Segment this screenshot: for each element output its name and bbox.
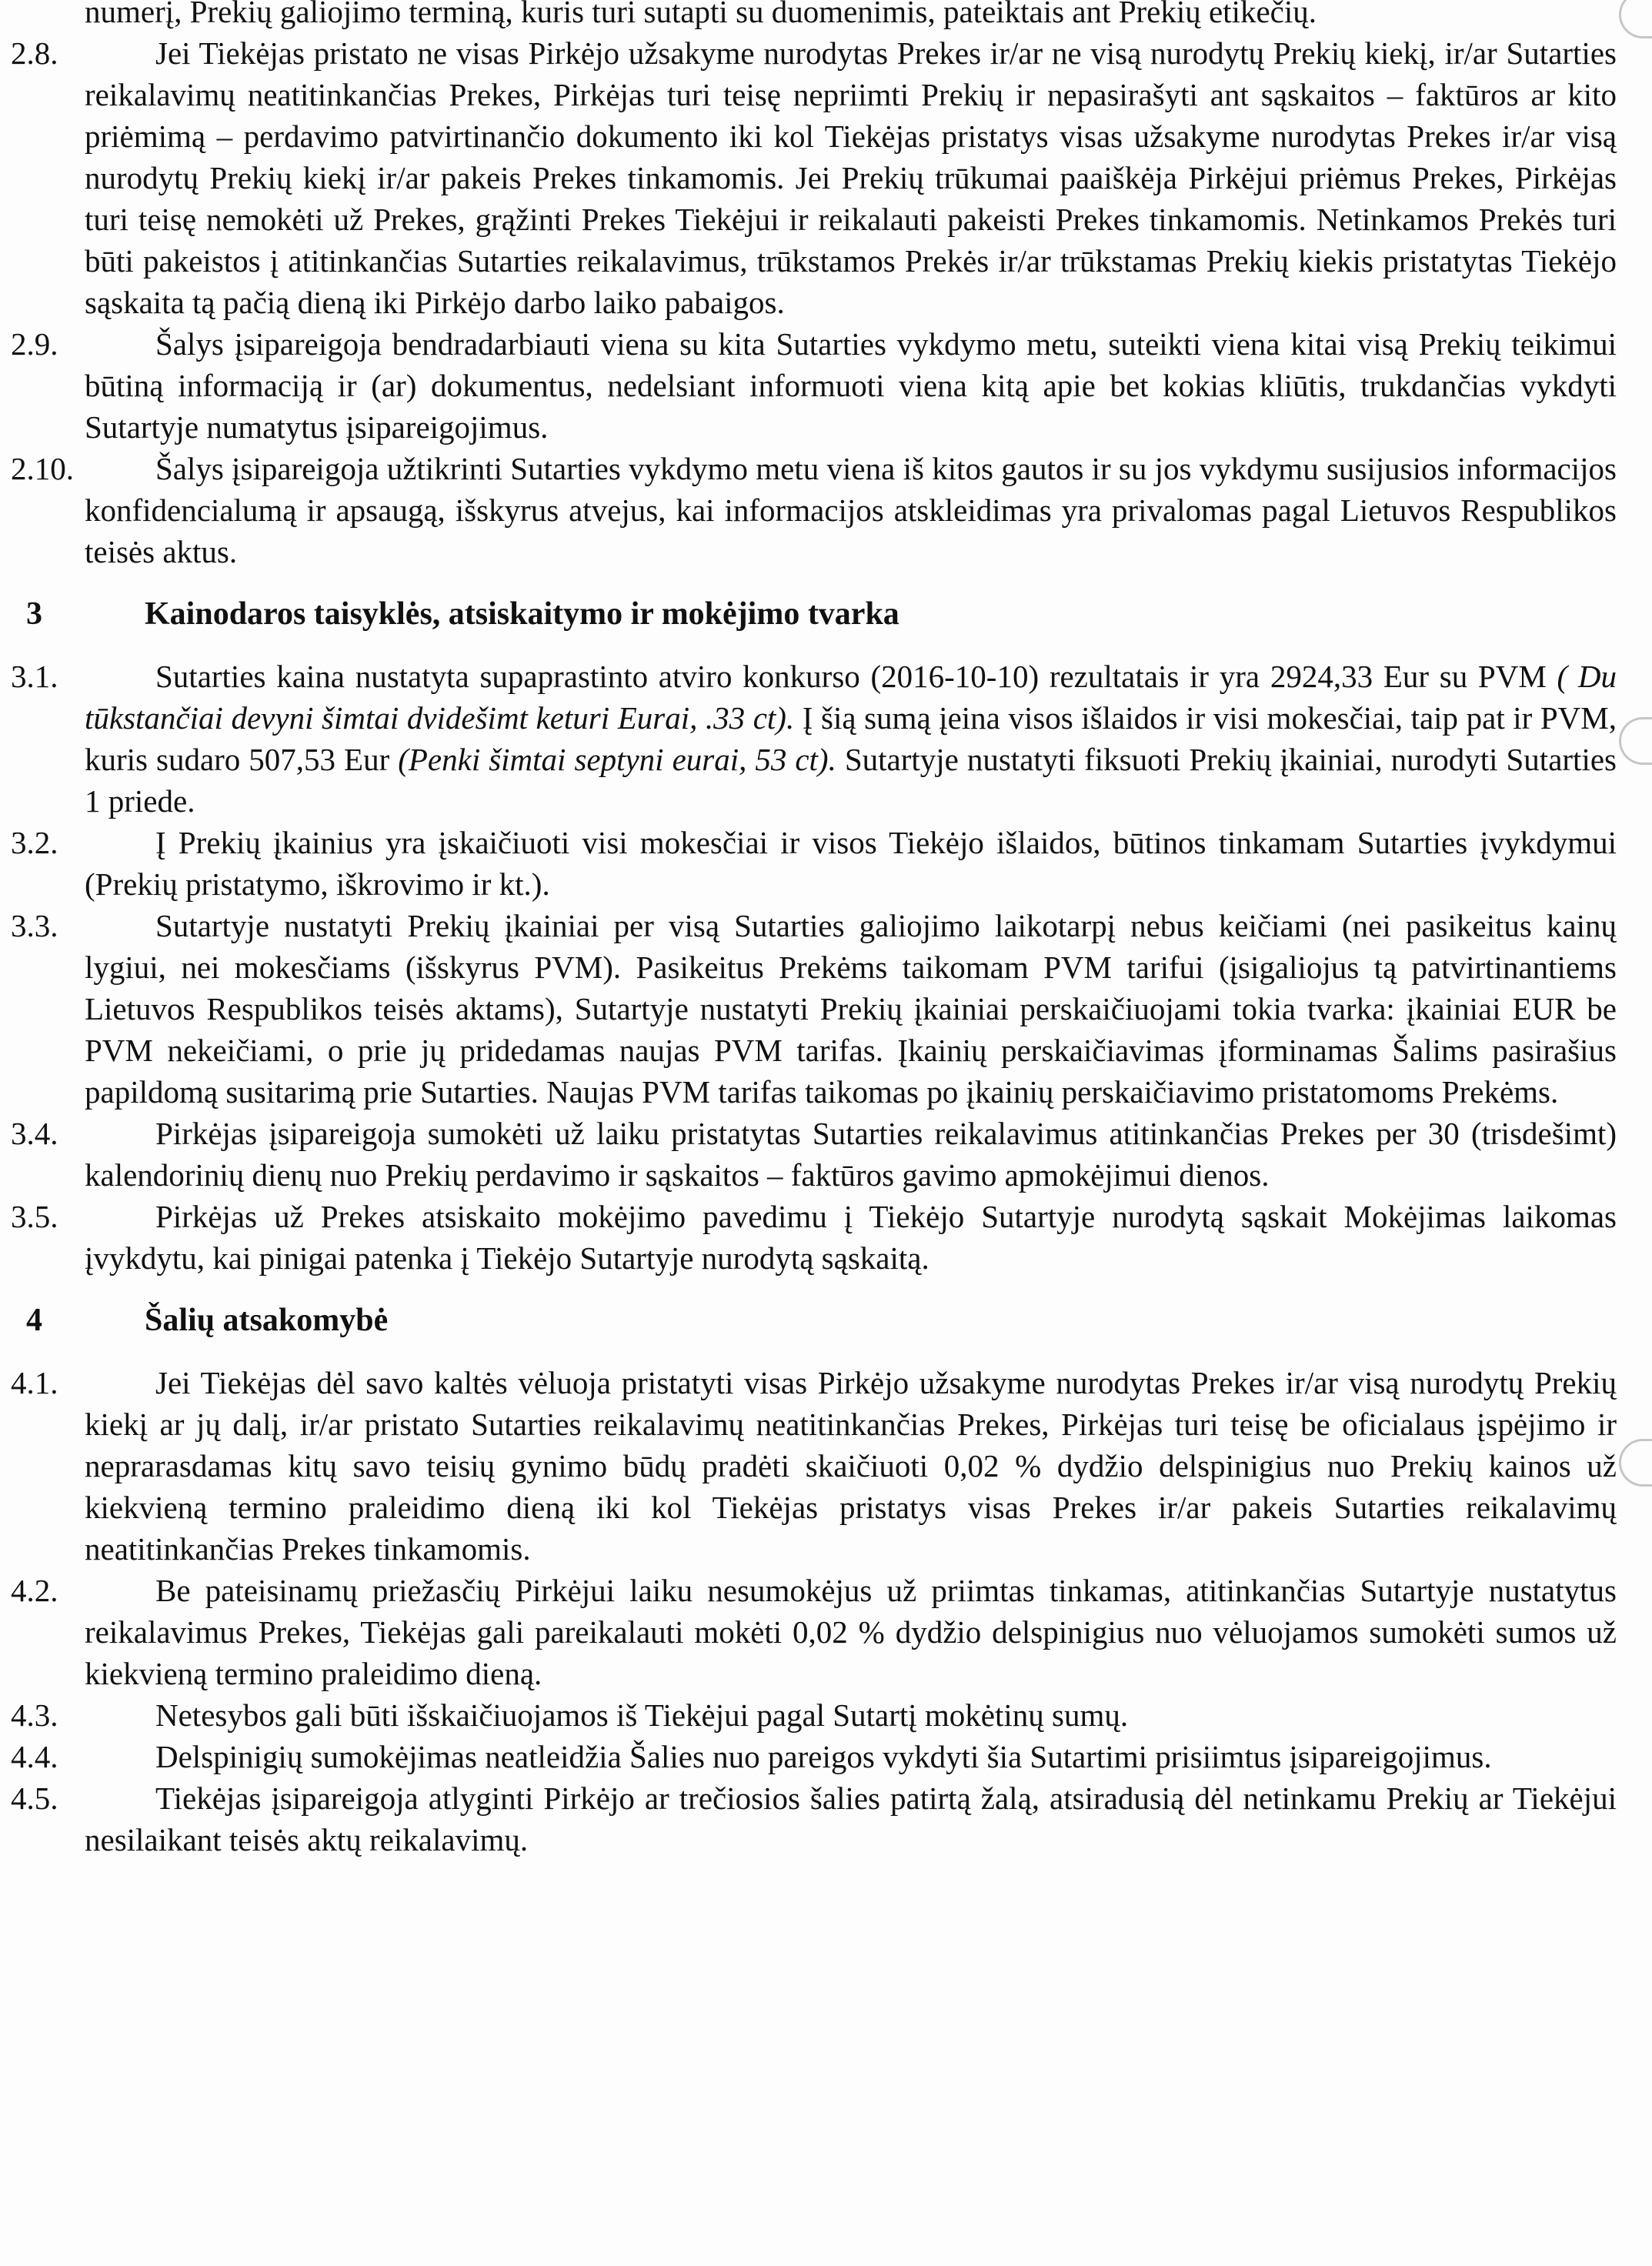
section-title: Kainodaros taisyklės, atsiskaitymo ir mokėjimo tvarka — [145, 596, 899, 632]
clause-number: 4.1. — [11, 1365, 58, 1400]
section-number: 3 — [26, 596, 42, 632]
clause-text-part: Sutartyje nustatyti fiksuoti Prekių įkainiai, nurodyti Sutarties 1 priede. — [85, 742, 1617, 819]
section-title: Šalių atsakomybė — [145, 1303, 389, 1338]
clause-text: Netesybos gali būti išskaičiuojamos iš Tiekėjui pagal Sutartį mokėtinų sumų. — [155, 1697, 1129, 1733]
clause-text: Jei Tiekėjas dėl savo kaltės vėluoja pristatyti visas Pirkėjo užsakyme nurodytas Prekes ir/ar visą nurodytų Prekių kiekį ar jų dalį, ir/ar pristato Sutarties reikalavimų neatitinkančias Prekes, Pirkėjas turi teisę be oficialaus įspėjimo ir neprarasdamas kitų savo teisių gynimo būdų pradėti skaičiuoti 0,02 % dydžio delspinigius nuo Prekių kainos už kiekvieną termino praleidimo dieną iki kol Tiekėjas pristatys visas Prekes ir/ar pakeis Sutarties reikalavimų neatitinkančias Prekes tinkamomis. — [85, 1365, 1617, 1567]
clause-text: Pirkėjas įsipareigoja sumokėti už laiku pristatytas Sutarties reikalavimus atitinkančias Prekes per 30 (trisdešimt) kalendorinių dienų nuo Prekių perdavimo ir sąskaitos – faktūros gavimo apmokėjimui dienos. — [85, 1116, 1617, 1193]
clause-number: 2.10. — [11, 451, 74, 486]
clause-3-5 — [11, 1196, 1617, 1279]
clause-number: 3.5. — [11, 1199, 58, 1234]
vat-in-words: (Penki šimtai septyni eurai, 53 ct). — [398, 742, 836, 777]
section-3-heading — [26, 592, 1617, 636]
clause-4-3 — [11, 1694, 1617, 1736]
clause-3-4 — [11, 1113, 1617, 1196]
clause-2-8 — [11, 32, 1617, 323]
clause-3-1 — [11, 656, 1617, 822]
clause-text: Delspinigių sumokėjimas neatleidžia Šalies nuo pareigos vykdyti šia Sutartimi prisiimtus įsipareigojimus. — [155, 1739, 1492, 1774]
clause-2-10 — [11, 448, 1617, 572]
section-number: 4 — [26, 1303, 42, 1338]
clause-number: 2.9. — [11, 326, 58, 362]
clause-2-9 — [11, 323, 1617, 448]
clause-text: Sutartyje nustatyti Prekių įkainiai per visą Sutarties galiojimo laikotarpį nebus keičiami (nei pasikeitus kainų lygiui, nei mokesčiams (išskyrus PVM). Pasikeitus Prekėms taikomam PVM tarifui (įsigaliojus tą patvirtinantiems Lietuvos Respublikos teisės aktams), Sutartyje nustatyti Prekių įkainiai perskaičiuojami tokia tvarka: įkainiai EUR be PVM nekeičiami, o prie jų pridedamas naujas PVM tarifas. Įkainių perskaičiavimas įforminamas Šalims pasirašius papildomą susitarimą prie Sutarties. Naujas PVM tarifas taikomas po įkainių perskaičiavimo pristatomoms Prekėms. — [85, 908, 1617, 1110]
clause-number: 3.3. — [11, 908, 58, 943]
clause-3-2 — [11, 822, 1617, 905]
clause-text: Į Prekių įkainius yra įskaičiuoti visi mokesčiai ir visos Tiekėjo išlaidos, būtinos tinkamam Sutarties įvykdymui (Prekių pristatymo, iškrovimo ir kt.). — [85, 825, 1617, 902]
section-4-heading — [26, 1299, 1617, 1342]
clause-3-3 — [11, 905, 1617, 1113]
clause-text: Jei Tiekėjas pristato ne visas Pirkėjo užsakyme nurodytas Prekes ir/ar ne visą nurodytų Prekių kiekį, ir/ar Sutarties reikalavimų neatitinkančias Prekes, Pirkėjas turi teisę nepriimti Prekių ir nepasirašyti ant sąskaitos – faktūros ar kito priėmimą – perdavimo patvirtinančio dokumento iki kol Tiekėjas pristatys visas užsakyme nurodytas Prekes ir/ar visą nurodytų Prekių kiekį ir/ar pakeis Prekes tinkamomis. Jei Prekių trūkumai paaiškėja Pirkėjui priėmus Prekes, Pirkėjas turi teisę nemokėti už Prekes, grąžinti Prekes Tiekėjui ir reikalauti pakeisti Prekes tinkamomis. Netinkamos Prekės turi būti pakeistos į atitinkančias Sutarties reikalavimus, trūkstamos Prekės ir/ar trūkstamas Prekių kiekis pristatytas Tiekėjo sąskaita tą pačią dieną iki Pirkėjo darbo laiko pabaigos. — [85, 35, 1617, 320]
clause-4-1 — [11, 1362, 1617, 1570]
clause-text: Pirkėjas už Prekes atsiskaito mokėjimo pavedimu į Tiekėjo Sutartyje nurodytą sąskait Mokėjimas laikomas įvykdytu, kai pinigai patenka į Tiekėjo Sutartyje nurodytą sąskaitą. — [85, 1199, 1617, 1276]
binder-hole-mark — [1619, 1439, 1652, 1487]
clause-number: 4.3. — [11, 1697, 58, 1733]
binder-hole-mark — [1619, 717, 1652, 765]
clause-number: 3.2. — [11, 825, 58, 860]
clause-text: Tiekėjas įsipareigoja atlyginti Pirkėjo ar trečiosios šalies patirtą žalą, atsiradusią dėl netinkamu Prekių ar Tiekėjui nesilaikant teisės aktų reikalavimų. — [85, 1780, 1617, 1857]
clause-text — [85, 656, 1617, 822]
clause-number: 3.1. — [11, 659, 58, 694]
clause-text: Šalys įsipareigoja bendradarbiauti viena su kita Sutarties vykdymo metu, suteikti viena kitai visą Prekių teikimui būtiną informaciją ir (ar) dokumentus, nedelsiant informuoti viena kitą apie bet kokias kliūtis, trukdančias vykdyti Sutartyje numatytus įsipareigojimus. — [85, 326, 1617, 445]
clause-number: 4.2. — [11, 1573, 58, 1608]
clause-number: 4.5. — [11, 1780, 58, 1816]
clause-number: 2.8. — [11, 35, 58, 71]
clause-text: Šalys įsipareigoja užtikrinti Sutarties vykdymo metu viena iš kitos gautos ir su jos vykdymu susijusios informacijos konfidencialumą ir apsaugą, išskyrus atvejus, kai informacijos atskleidimas yra privalomas pagal Lietuvos Respublikos teisės aktus. — [85, 451, 1617, 569]
clause-text-part: Sutarties kaina nustatyta supaprastinto atviro konkurso (2016-10-10) rezultatais ir yra 2924,33 Eur su PVM — [155, 659, 1557, 694]
amount-in-words: ( Du tūkstančiai devyni šimtai dvidešimt keturi Eurai, .33 ct). — [85, 659, 1617, 736]
clause-text: Be pateisinamų priežasčių Pirkėjui laiku nesumokėjus už priimtas tinkamas, atitinkančias Sutartyje nustatytus reikalavimus Prekes, Tiekėjas gali pareikalauti mokėti 0,02 % dydžio delspinigius nuo vėluojamos sumokėti sumos už kiekvieną termino praleidimo dieną. — [85, 1573, 1617, 1691]
clause-number: 3.4. — [11, 1116, 58, 1151]
clause-text-part: Į šią sumą įeina visos išlaidos ir visi mokesčiai, taip pat ir PVM, kuris sudaro 507,53 Eur — [85, 700, 1617, 777]
continued-line: numerį, Prekių galiojimo terminą, kuris turi sutapti su duomenimis, pateiktais ant Prekių etikečių. — [85, 0, 1317, 29]
clause-number: 4.4. — [11, 1739, 58, 1774]
clause-4-2 — [11, 1570, 1617, 1694]
clause-4-5 — [11, 1777, 1617, 1861]
binder-hole-mark — [1619, 0, 1652, 38]
clause-4-4 — [11, 1736, 1617, 1777]
